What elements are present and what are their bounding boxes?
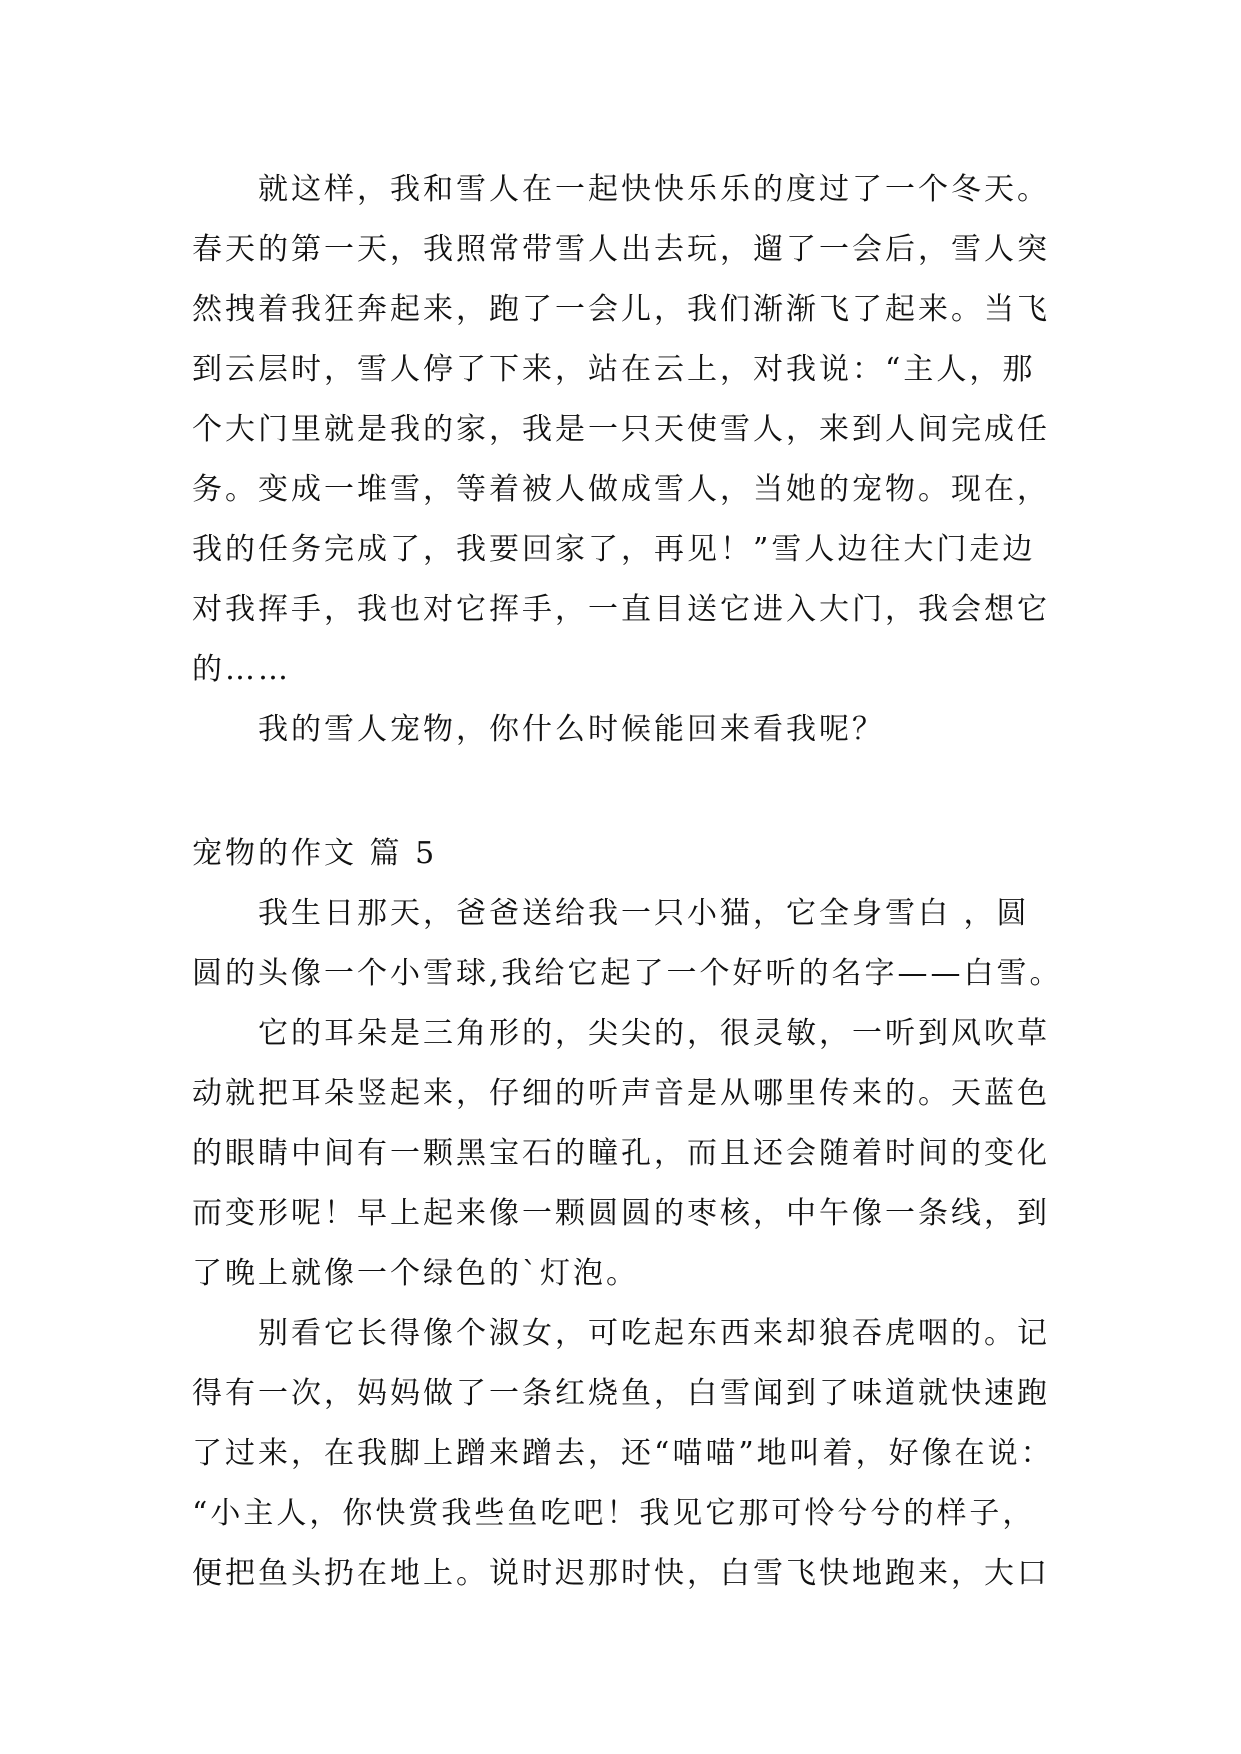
- section-heading: 宠物的作文 篇 5: [192, 836, 438, 871]
- text-line: 别看它长得像个淑女，可吃起东西来却狼吞虎咽的。记: [258, 1316, 1050, 1351]
- paragraph: [192, 1304, 1072, 1604]
- document-body: [192, 160, 1072, 1604]
- paragraph: [192, 700, 1072, 760]
- text-line: 的……: [192, 652, 291, 687]
- paragraph: [192, 1004, 1072, 1304]
- text-line: 就这样，我和雪人在一起快快乐乐的度过了一个冬天。: [258, 172, 1050, 207]
- text-line: 得有一次，妈妈做了一条红烧鱼，白雪闻到了味道就快速跑: [192, 1376, 1050, 1411]
- text-line: 圆的头像一个小雪球,我给它起了一个好听的名字——白雪。: [192, 956, 1063, 991]
- paragraph: [192, 160, 1072, 700]
- text-line: 了过来，在我脚上蹭来蹭去，还“喵喵”地叫着，好像在说：: [192, 1436, 1054, 1471]
- paragraph: [192, 884, 1072, 1004]
- text-line: 而变形呢！早上起来像一颗圆圆的枣核，中午像一条线，到: [192, 1196, 1050, 1231]
- text-line: 了晚上就像一个绿色的`灯泡。: [192, 1256, 639, 1291]
- text-line: “小主人，你快赏我些鱼吃吧！我见它那可怜兮兮的样子，: [192, 1496, 1036, 1531]
- text-line: 动就把耳朵竖起来，仔细的听声音是从哪里传来的。天蓝色: [192, 1076, 1050, 1111]
- section-gap: [192, 760, 1072, 824]
- text-line: 到云层时，雪人停了下来，站在云上，对我说：“主人，那: [192, 352, 1036, 387]
- text-line: 务。变成一堆雪，等着被人做成雪人，当她的宠物。现在，: [192, 472, 1050, 507]
- text-line: 对我挥手，我也对它挥手，一直目送它进入大门，我会想它: [192, 592, 1050, 627]
- text-line: 然拽着我狂奔起来，跑了一会儿，我们渐渐飞了起来。当飞: [192, 292, 1050, 327]
- text-line: 它的耳朵是三角形的，尖尖的，很灵敏，一听到风吹草: [258, 1016, 1050, 1051]
- text-line: 的眼睛中间有一颗黑宝石的瞳孔，而且还会随着时间的变化: [192, 1136, 1050, 1171]
- text-line: 个大门里就是我的家，我是一只天使雪人，来到人间完成任: [192, 412, 1050, 447]
- text-line: 我的雪人宠物，你什么时候能回来看我呢？: [258, 712, 885, 747]
- text-line: 我的任务完成了，我要回家了，再见！”雪人边往大门走边: [192, 532, 1036, 567]
- text-line: 春天的第一天，我照常带雪人出去玩，遛了一会后，雪人突: [192, 232, 1050, 267]
- text-line: 我生日那天，爸爸送给我一只小猫，它全身雪白 ，圆: [258, 896, 1030, 931]
- text-line: 便把鱼头扔在地上。说时迟那时快，白雪飞快地跑来，大口: [192, 1556, 1050, 1591]
